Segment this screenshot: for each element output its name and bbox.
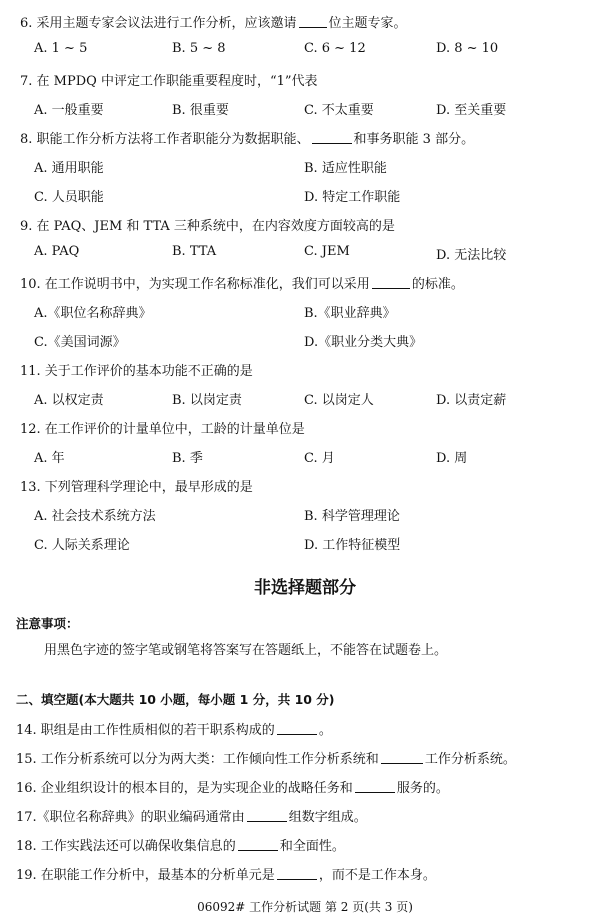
notice-text: 用黑色字迹的签字笔或钢笔将答案写在答题纸上，不能答在试题卷上。 <box>44 643 448 658</box>
option-d: D. 周 <box>436 451 468 466</box>
answer-blank <box>372 276 410 289</box>
option-a: A. 社会技术系统方法 <box>34 509 156 524</box>
notice-heading: 注意事项： <box>16 616 79 631</box>
question-7-stem: 7. 在 MPDQ 中评定工作职能重要程度时，“1”代表 <box>20 74 318 89</box>
option-b: B. 以岗定责 <box>172 393 242 408</box>
page-footer: 06092# 工作分析试题 第 2 页(共 3 页) <box>197 900 413 914</box>
question-8-stem: 8. 职能工作分析方法将工作者职能分为数据职能、 和事务职能 3 部分。 <box>20 132 475 147</box>
option-d: D. 无法比较 <box>436 248 507 263</box>
option-d: D. 特定工作职能 <box>304 190 401 205</box>
question-12-stem: 12. 在工作评价的计量单位中，工龄的计量单位是 <box>20 422 305 437</box>
option-c: C.《美国词源》 <box>34 335 126 350</box>
option-c: C. 以岗定人 <box>304 393 374 408</box>
answer-blank <box>277 722 317 735</box>
question-19: 19. 在职能工作分析中，最基本的分析单元是 ，而不是工作本身。 <box>16 868 436 883</box>
option-d: D. 以责定薪 <box>436 393 507 408</box>
question-17: 17.《职位名称辞典》的职业编码通常由 组数字组成。 <box>16 810 367 825</box>
option-a: A. 通用职能 <box>34 161 104 176</box>
option-b: B. 科学管理理论 <box>304 509 400 524</box>
section-heading: 二、填空题(本大题共 10 小题，每小题 1 分，共 10 分) <box>16 692 335 707</box>
option-c: C. 月 <box>304 451 335 466</box>
option-b: B. 5 ~ 8 <box>172 41 226 56</box>
option-c: C. 不太重要 <box>304 103 374 118</box>
question-14: 14. 职组是由工作性质相似的若干职系构成的 。 <box>16 723 332 738</box>
option-c: C. 6 ~ 12 <box>304 41 366 56</box>
option-a: A. 以权定责 <box>34 393 104 408</box>
option-a: A. PAQ <box>34 244 80 259</box>
question-18: 18. 工作实践法还可以确保收集信息的 和全面性。 <box>16 839 345 854</box>
answer-blank <box>355 780 395 793</box>
question-10-stem: 10. 在工作说明书中，为实现工作名称标准化，我们可以采用 的标准。 <box>20 277 464 292</box>
option-a: A. 一般重要 <box>34 103 104 118</box>
question-16: 16. 企业组织设计的根本目的，是为实现企业的战略任务和 服务的。 <box>16 781 449 796</box>
option-b: B. 季 <box>172 451 203 466</box>
answer-blank <box>238 838 278 851</box>
answer-blank <box>381 751 423 764</box>
option-d: D.《职业分类大典》 <box>304 335 423 350</box>
question-15: 15. 工作分析系统可以分为两大类：工作倾向性工作分析系统和 工作分析系统。 <box>16 752 516 767</box>
question-9-stem: 9. 在 PAQ、JEM 和 TTA 三种系统中，在内容效度方面较高的是 <box>20 219 395 234</box>
question-13-stem: 13. 下列管理科学理论中，最早形成的是 <box>20 480 253 495</box>
option-b: B. TTA <box>172 244 217 259</box>
option-d: D. 工作特征模型 <box>304 538 401 553</box>
option-a: A. 年 <box>34 451 65 466</box>
question-6-stem: 6. 采用主题专家会议法进行工作分析，应该邀请 位主题专家。 <box>20 16 407 31</box>
option-b: B. 很重要 <box>172 103 229 118</box>
question-11-stem: 11. 关于工作评价的基本功能不正确的是 <box>20 364 253 379</box>
option-d: D. 至关重要 <box>436 103 507 118</box>
part-title: 非选择题部分 <box>254 578 356 598</box>
option-d: D. 8 ~ 10 <box>436 41 499 56</box>
option-c: C. 人际关系理论 <box>34 538 130 553</box>
answer-blank <box>247 809 287 822</box>
option-a: A.《职位名称辞典》 <box>34 306 152 321</box>
option-a: A. 1 ~ 5 <box>34 41 88 56</box>
option-b: B. 适应性职能 <box>304 161 387 176</box>
option-c: C. 人员职能 <box>34 190 104 205</box>
answer-blank <box>299 15 327 28</box>
option-c: C. JEM <box>304 244 350 259</box>
answer-blank <box>312 131 352 144</box>
answer-blank <box>277 867 317 880</box>
option-b: B.《职业辞典》 <box>304 306 396 321</box>
